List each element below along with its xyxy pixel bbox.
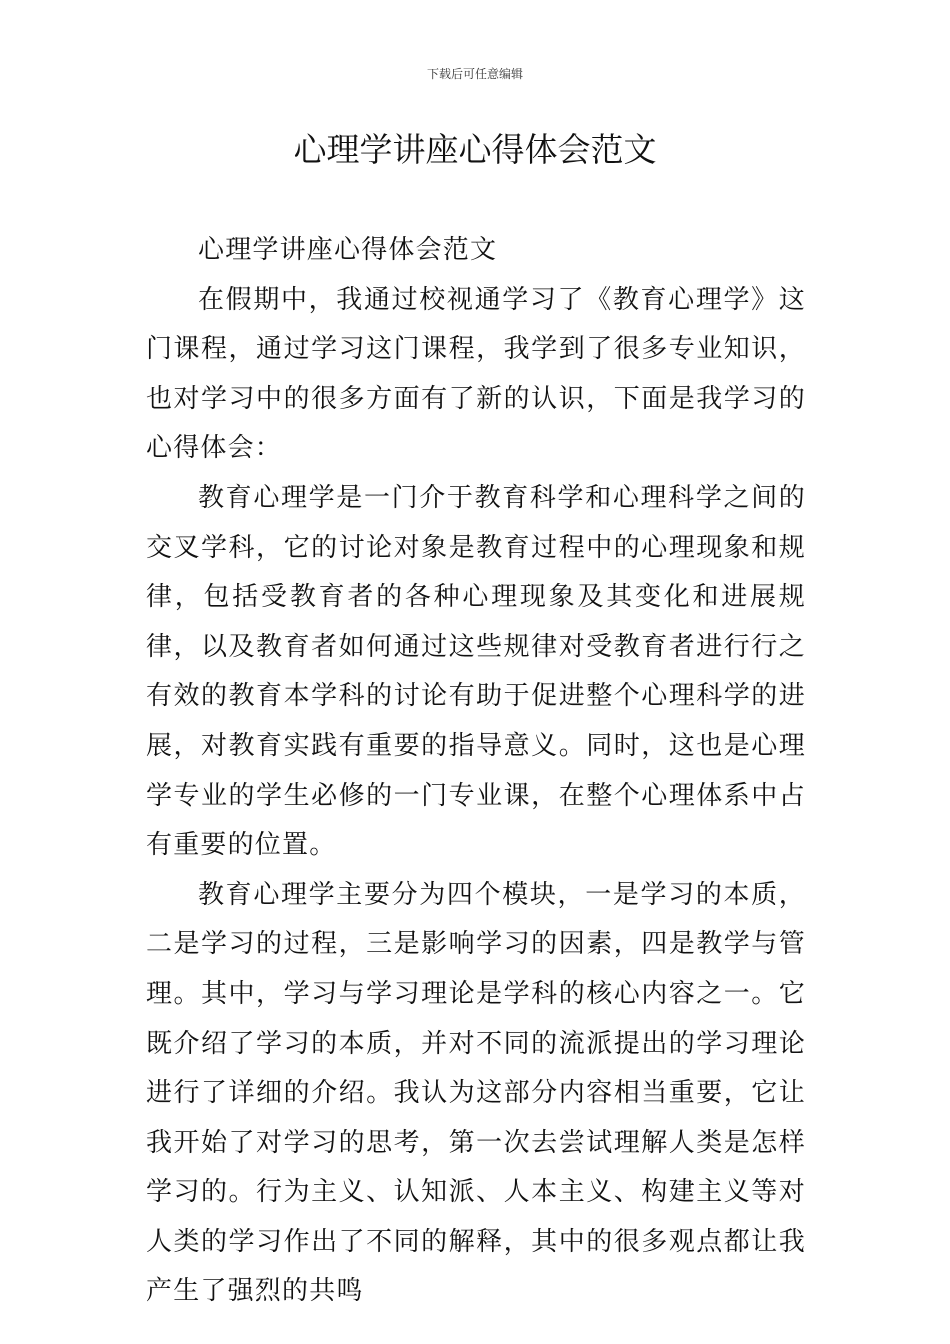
body-paragraph-modules: 教育心理学主要分为四个模块，一是学习的本质，二是学习的过程，三是影响学习的因素，四是教学与管理。其中，学习与学习理论是学科的核心内容之一。它既介绍了学习的本质，并对不同的流派提出的学习理论进行了详细的介绍。我认为这部分内容相当重要，它让我开始了对学习的思考，第一次去尝试理解人类是怎样学习的。行为主义、认知派、人本主义、构建主义等对人类的学习作出了不同的解释，其中的很多观点都让我产生了强烈的共鸣 xyxy=(146,879,806,1307)
document-title: 心理学讲座心得体会范文 xyxy=(293,130,657,169)
body-paragraph-intro: 在假期中，我通过校视通学习了《教育心理学》这门课程，通过学习这门课程，我学到了很多专业知识，也对学习中的很多方面有了新的认识，下面是我学习的心得体会： xyxy=(146,284,806,464)
body-paragraph-definition: 教育心理学是一门介于教育科学和心理科学之间的交叉学科，它的讨论对象是教育过程中的心理现象和规律，包括受教育者的各种心理现象及其变化和进展规律，以及教育者如何通过这些规律对受教育者进行行之有效的教育本学科的讨论有助于促进整个心理科学的进展，对教育实践有重要的指导意义。同时，这也是心理学专业的学生必修的一门专业课，在整个心理体系中占有重要的位置。 xyxy=(146,482,806,861)
document-body xyxy=(146,226,806,1317)
body-paragraph-subtitle: 心理学讲座心得体会范文 xyxy=(198,235,498,265)
header-note: 下载后可任意编辑 xyxy=(426,67,523,81)
